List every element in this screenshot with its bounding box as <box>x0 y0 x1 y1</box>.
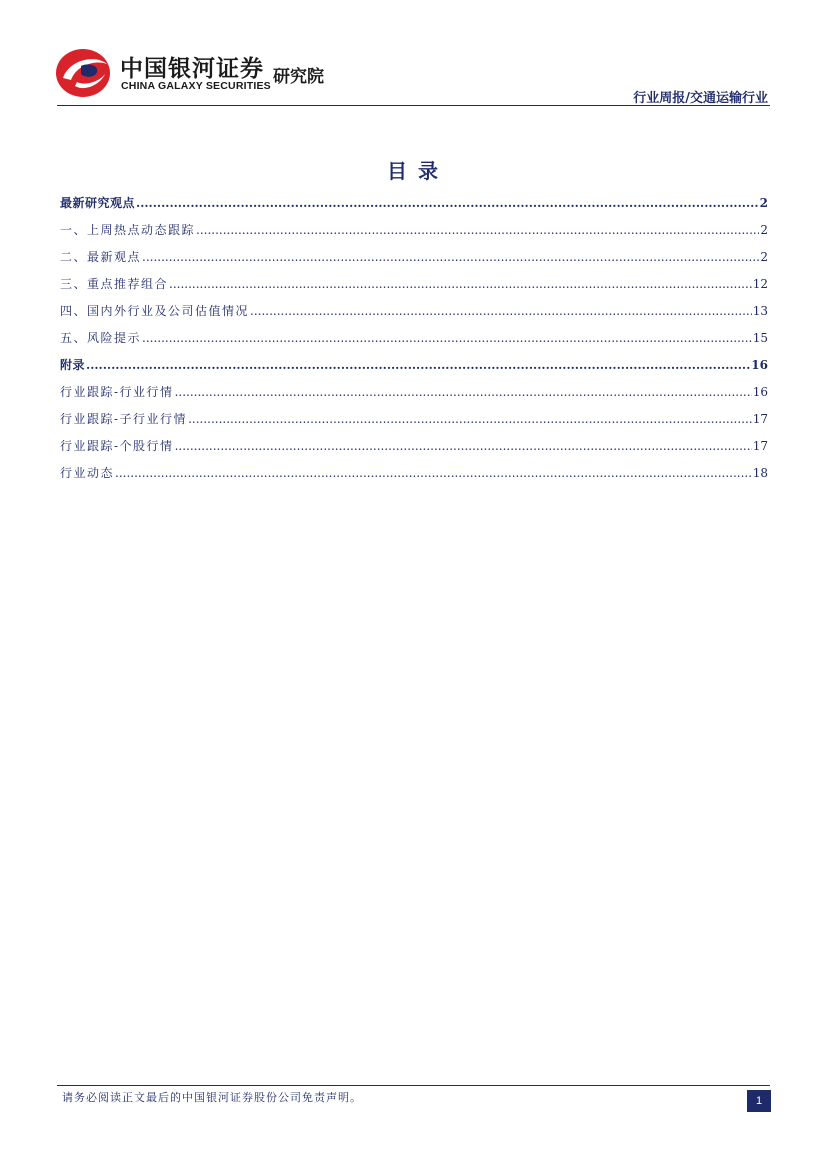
toc-entry-page[interactable]: 2 <box>760 223 768 237</box>
toc-entry-page[interactable]: 2 <box>760 250 768 264</box>
toc-entry-label[interactable]: 附录 <box>60 358 86 372</box>
toc-entry-page[interactable]: 16 <box>752 385 768 399</box>
toc-leader-dots <box>169 275 752 293</box>
institute-label: 研究院 <box>273 67 324 87</box>
toc-entry-label[interactable]: 三、重点推荐组合 <box>60 277 169 291</box>
toc-entry-label[interactable]: 二、最新观点 <box>60 250 142 264</box>
toc-entry-page[interactable]: 12 <box>752 277 768 291</box>
toc-entry-page[interactable]: 13 <box>752 304 768 318</box>
toc-entry[interactable] <box>60 464 768 491</box>
toc-entry-page[interactable]: 17 <box>752 412 768 426</box>
toc-entry-page[interactable]: 16 <box>751 358 768 372</box>
toc-entry-label[interactable]: 五、风险提示 <box>60 331 142 345</box>
page-header <box>0 0 827 110</box>
galaxy-logo-icon <box>55 48 111 98</box>
brand-name-en: CHINA GALAXY SECURITIES <box>121 80 271 92</box>
toc-entry-label[interactable]: 行业跟踪-子行业行情 <box>60 412 188 426</box>
toc-entry[interactable] <box>60 221 768 248</box>
toc-entry-page[interactable]: 17 <box>752 439 768 453</box>
footer-divider <box>57 1085 770 1086</box>
toc-entry[interactable] <box>60 194 768 221</box>
header-divider <box>57 105 770 106</box>
toc-entry-label[interactable]: 四、国内外行业及公司估值情况 <box>60 304 250 318</box>
toc-entry[interactable] <box>60 248 768 275</box>
table-of-contents <box>60 194 768 491</box>
toc-leader-dots <box>142 329 752 347</box>
toc-entry[interactable] <box>60 410 768 437</box>
toc-entry-page[interactable]: 15 <box>752 331 768 345</box>
toc-leader-dots <box>115 464 752 482</box>
toc-leader-dots <box>142 248 759 266</box>
toc-leader-dots <box>250 302 752 320</box>
toc-entry[interactable] <box>60 329 768 356</box>
toc-entry-label[interactable]: 行业跟踪-行业行情 <box>60 385 174 399</box>
toc-entry-page[interactable]: 18 <box>752 466 768 480</box>
toc-entry[interactable] <box>60 437 768 464</box>
toc-entry-label[interactable]: 一、上周热点动态跟踪 <box>60 223 196 237</box>
toc-entry[interactable] <box>60 302 768 329</box>
toc-leader-dots <box>196 221 759 239</box>
disclaimer-text: 请务必阅读正文最后的中国银河证券股份公司免责声明。 <box>62 1091 362 1104</box>
toc-entry-label[interactable]: 行业动态 <box>60 466 115 480</box>
toc-entry[interactable] <box>60 275 768 302</box>
report-type: 行业周报/交通运输行业 <box>633 91 768 106</box>
page-number-badge: 1 <box>747 1090 771 1112</box>
toc-entry[interactable] <box>60 383 768 410</box>
toc-leader-dots <box>86 356 750 374</box>
toc-leader-dots <box>136 194 759 212</box>
toc-leader-dots <box>175 383 752 401</box>
toc-entry-label[interactable]: 行业跟踪-个股行情 <box>60 439 174 453</box>
toc-entry-page[interactable]: 2 <box>759 196 768 210</box>
toc-entry[interactable] <box>60 356 768 383</box>
toc-title: 目 录 <box>387 159 440 183</box>
toc-leader-dots <box>188 410 752 428</box>
brand-name-cn: 中国银河证券 <box>120 56 264 82</box>
toc-leader-dots <box>175 437 752 455</box>
toc-entry-label[interactable]: 最新研究观点 <box>60 196 136 210</box>
